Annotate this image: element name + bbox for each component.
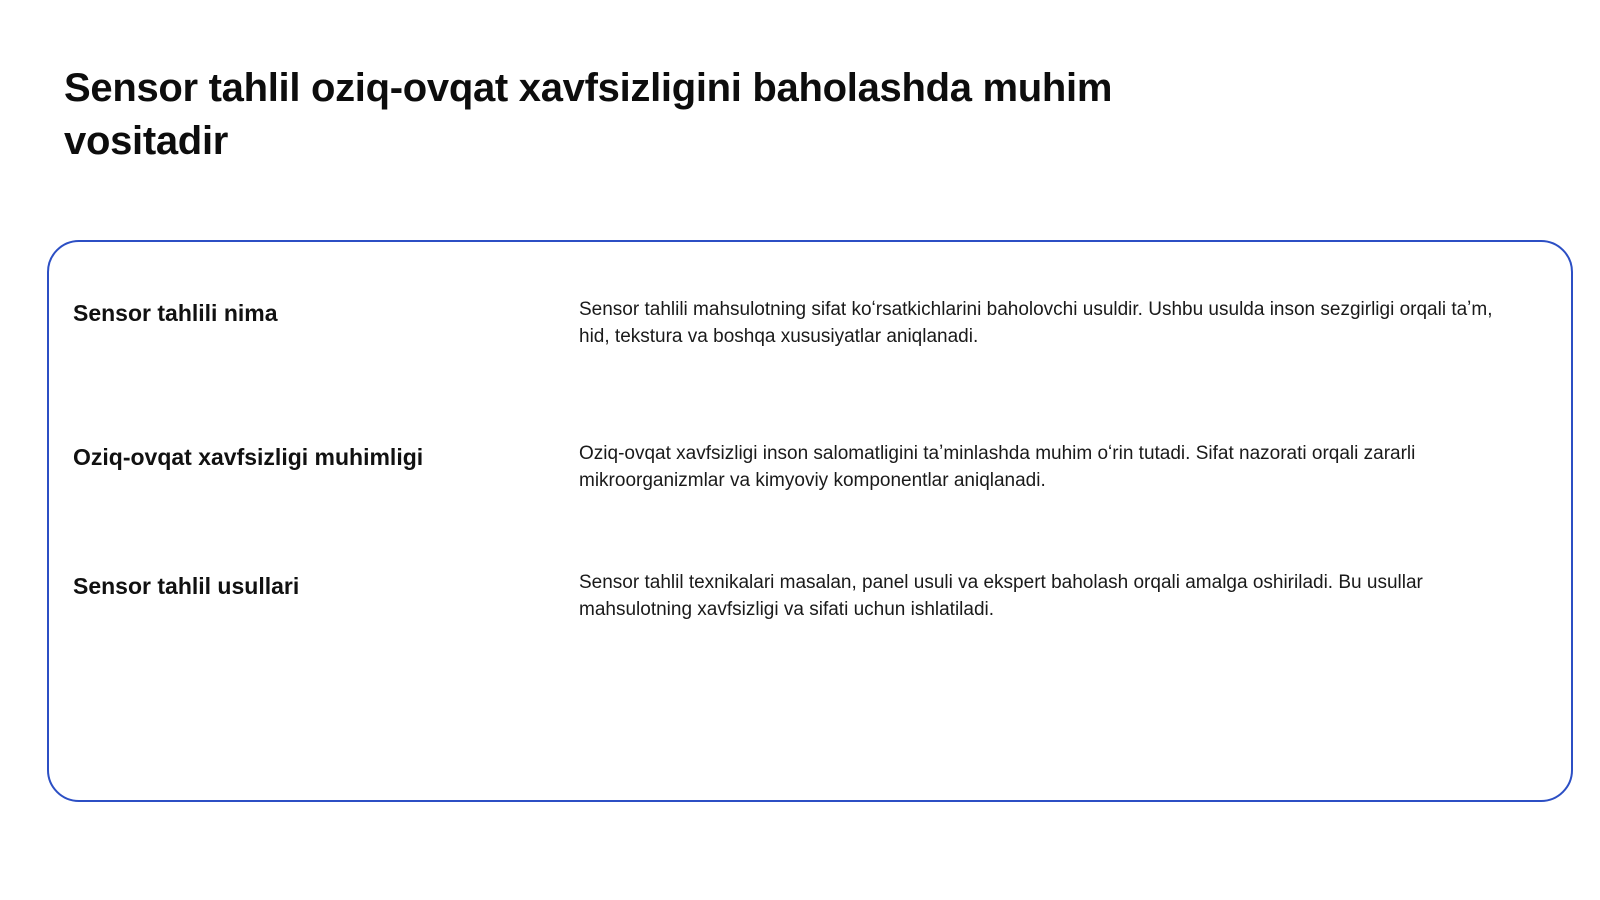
row-term: Sensor tahlil usullari	[73, 573, 300, 599]
row-term: Oziq-ovqat xavfsizligi muhimligi	[73, 444, 424, 470]
row-description: Sensor tahlili mahsulotning sifat koʻrsatkichlarini baholovchi usuldir. Ushbu usulda inson sezgirligi orqali taʼm, hid, tekstura va boshqa xususiyatlar aniqlanadi.	[579, 299, 1493, 347]
row-description: Oziq-ovqat xavfsizligi inson salomatligini taʼminlashda muhim oʻrin tutadi. Sifat nazorati orqali zararli mikroorganizmlar va kimyoviy komponentlar aniqlanadi.	[579, 443, 1416, 491]
content-card	[47, 240, 1573, 802]
row-description: Sensor tahlil texnikalari masalan, panel usuli va ekspert baholash orqali amalga oshiriladi. Bu usullar mahsulotning xavfsizligi va sifati uchun ishlatiladi.	[579, 572, 1423, 620]
slide-title: Sensor tahlil oziq-ovqat xavfsizligini baholashda muhim vositadir	[64, 66, 1113, 163]
row-term: Sensor tahlili nima	[73, 300, 278, 326]
